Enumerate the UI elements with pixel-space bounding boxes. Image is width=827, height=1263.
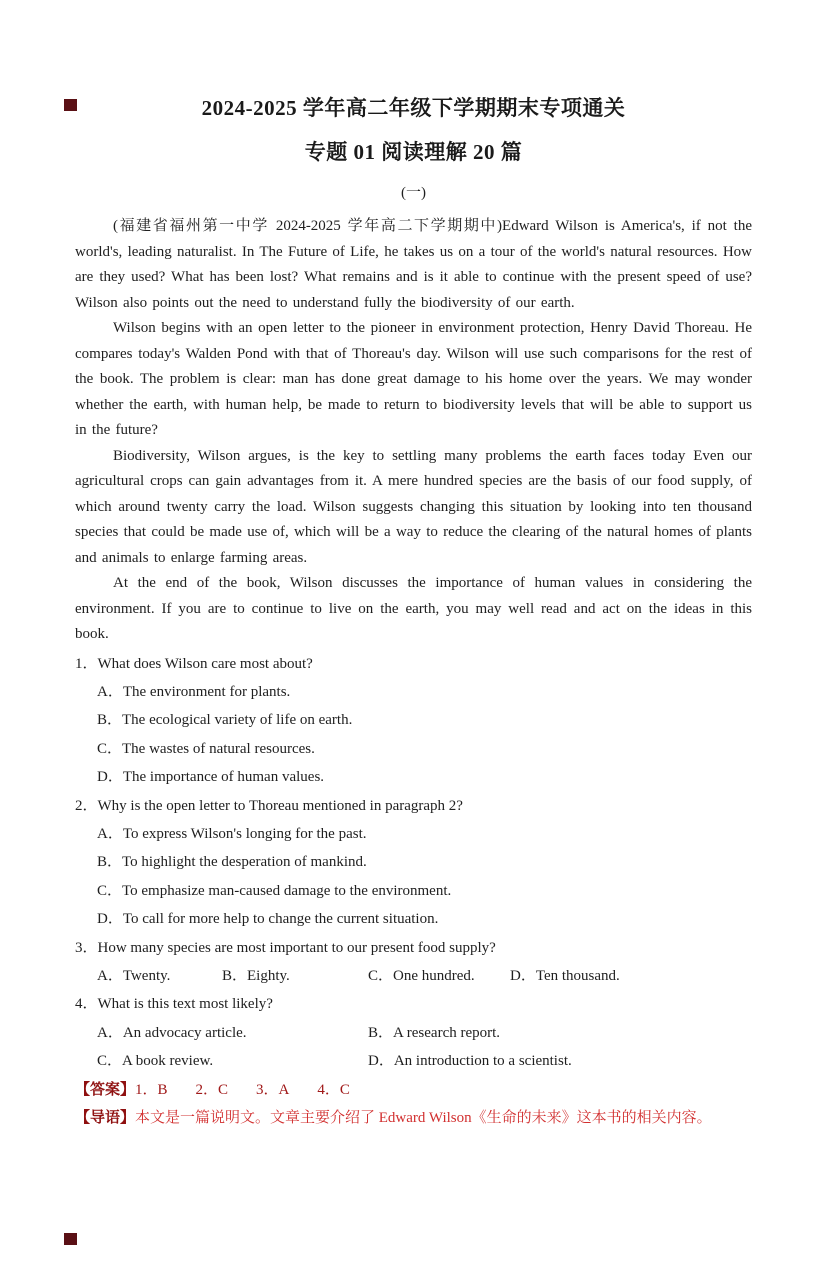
- passage-number-label: (一): [401, 185, 426, 201]
- question-1-option-c: [75, 735, 752, 763]
- option-text: To highlight the desperation of mankind.: [122, 854, 367, 871]
- question-2-number: 2．: [75, 797, 98, 814]
- answer-item-2: 2．C: [195, 1081, 229, 1098]
- option-text: To emphasize man-caused damage to the environment.: [122, 882, 452, 899]
- option-text: To call for more help to change the current situation.: [122, 911, 439, 928]
- question-2-text: Why is the open letter to Thoreau mentioned in paragraph 2?: [97, 797, 463, 814]
- question-3-option-b: [222, 962, 368, 990]
- question-2-option-b: [75, 848, 752, 876]
- option-text: Ten thousand.: [535, 967, 620, 984]
- question-1-option-b: [75, 706, 752, 734]
- question-2-option-c: [75, 877, 752, 905]
- option-label: B．: [97, 712, 123, 729]
- question-1-option-a: [75, 678, 752, 706]
- passage-paragraph-3: Biodiversity, Wilson argues, is the key to settling many problems the earth faces today Even our agricultural crops can gain advantages from it. A mere hundred species are the basis of our food supply, of which around twenty carry the load. Wilson suggests changing this situation by looking into ten thousand species that could be made use of, which will be a way to reduce the clearing of the natural homes of plants and animals to enlarge farming areas.: [75, 447, 752, 566]
- option-text: The importance of human values.: [122, 769, 325, 786]
- source-school-tag: (福建省福州第一中学 2024-2025 学年高二下学期期中): [113, 218, 503, 234]
- answer-line: [75, 1076, 752, 1104]
- question-3-text: How many species are most important to our present food supply?: [97, 939, 496, 956]
- question-1-text: What does Wilson care most about?: [97, 655, 313, 672]
- section-break-mark-top-icon: [64, 99, 77, 111]
- question-1-option-d: [75, 763, 752, 791]
- question-3-options-row: [75, 962, 752, 990]
- analysis-line: [75, 1104, 752, 1132]
- document-title: 2024-2025 学年高二年级下学期期末专项通关: [201, 96, 626, 120]
- option-label: D．: [97, 769, 123, 786]
- answer-header-badge: 【答案】: [75, 1081, 136, 1098]
- option-label: A．: [97, 1024, 123, 1041]
- answer-item-3: 3．A: [256, 1081, 290, 1098]
- question-4-option-a: [97, 1019, 368, 1047]
- option-label: B．: [368, 1024, 394, 1041]
- option-label: D．: [510, 967, 536, 984]
- option-label: A．: [97, 967, 123, 984]
- reading-passage: [75, 214, 752, 648]
- question-3-option-a: [97, 962, 222, 990]
- question-4-stem: [75, 990, 752, 1018]
- option-label: B．: [97, 854, 123, 871]
- passage-paragraph-1: [75, 214, 752, 316]
- option-label: C．: [368, 967, 394, 984]
- paragraph-1-text: Edward Wilson is America's, if not the world's, leading naturalist. In The Future of Life, he takes us on a tour of the world's natural resources. How are they used? What has been lost? What remains and is it able to continue with the present speed of use? Wilson also points out the need to understand fully the biodiversity of our earth.: [75, 218, 752, 311]
- analysis-header-badge: 【导语】: [75, 1110, 136, 1126]
- question-4-option-d: [368, 1053, 572, 1069]
- question-2-stem: [75, 792, 752, 820]
- question-4-text: What is this text most likely?: [97, 996, 273, 1013]
- option-text: An introduction to a scientist.: [393, 1053, 572, 1070]
- option-text: The wastes of natural resources.: [122, 740, 315, 757]
- option-label: D．: [368, 1053, 394, 1070]
- question-1-number: 1．: [75, 655, 98, 672]
- option-label: D．: [97, 911, 123, 928]
- option-text: The ecological variety of life on earth.: [122, 712, 353, 729]
- option-text: A book review.: [122, 1053, 214, 1070]
- question-2-option-d: [75, 905, 752, 933]
- question-3-stem: [75, 934, 752, 962]
- option-label: A．: [97, 825, 123, 842]
- question-4-options-row-2: [75, 1047, 752, 1075]
- document-subtitle: 专题 01 阅读理解 20 篇: [304, 140, 523, 164]
- option-text: One hundred.: [393, 967, 475, 984]
- option-text: A research report.: [393, 1024, 501, 1041]
- question-4-number: 4．: [75, 996, 98, 1013]
- option-text: An advocacy article.: [122, 1024, 247, 1041]
- option-label: C．: [97, 882, 123, 899]
- question-2-option-a: [75, 820, 752, 848]
- option-label: C．: [97, 1053, 123, 1070]
- option-text: To express Wilson's longing for the past.: [122, 825, 367, 842]
- option-label: B．: [222, 967, 248, 984]
- answer-item-1: 1．B: [135, 1081, 168, 1098]
- document-page: [0, 94, 827, 1132]
- passage-paragraph-2: Wilson begins with an open letter to the pioneer in environment protection, Henry David Thoreau. He compares today's Walden Pond with that of Thoreau's day. Wilson will use such comparisons for the rest of the book. The problem is clear: man has done great damage to his home over the years. We may wonder whether the earth, with human help, be made to return to biodiversity levels that will be able to support us in the future?: [75, 320, 752, 438]
- analysis-text: 本文是一篇说明文。文章主要介绍了 Edward Wilson《生命的未来》这本书的相关内容。: [135, 1110, 712, 1126]
- section-break-mark-bottom-icon: [64, 1233, 77, 1245]
- question-1-stem: [75, 650, 752, 678]
- option-text: Eighty.: [247, 967, 290, 984]
- passage-paragraph-4: At the end of the book, Wilson discusses the importance of human values in considering the environment. If you are to continue to live on the earth, you may well read and act on the ideas in this book.: [75, 575, 752, 642]
- questions-section: [75, 650, 752, 1076]
- question-3-option-d: [510, 962, 620, 990]
- option-label: C．: [97, 740, 123, 757]
- question-4-option-b: [368, 1025, 500, 1041]
- answer-item-4: 4．C: [317, 1081, 350, 1098]
- option-label: A．: [97, 683, 123, 700]
- question-4-options-row-1: [75, 1019, 752, 1047]
- question-4-option-c: [97, 1047, 368, 1075]
- question-3-option-c: [368, 962, 510, 990]
- question-3-number: 3．: [75, 939, 98, 956]
- option-text: The environment for plants.: [122, 683, 291, 700]
- option-text: Twenty.: [122, 967, 171, 984]
